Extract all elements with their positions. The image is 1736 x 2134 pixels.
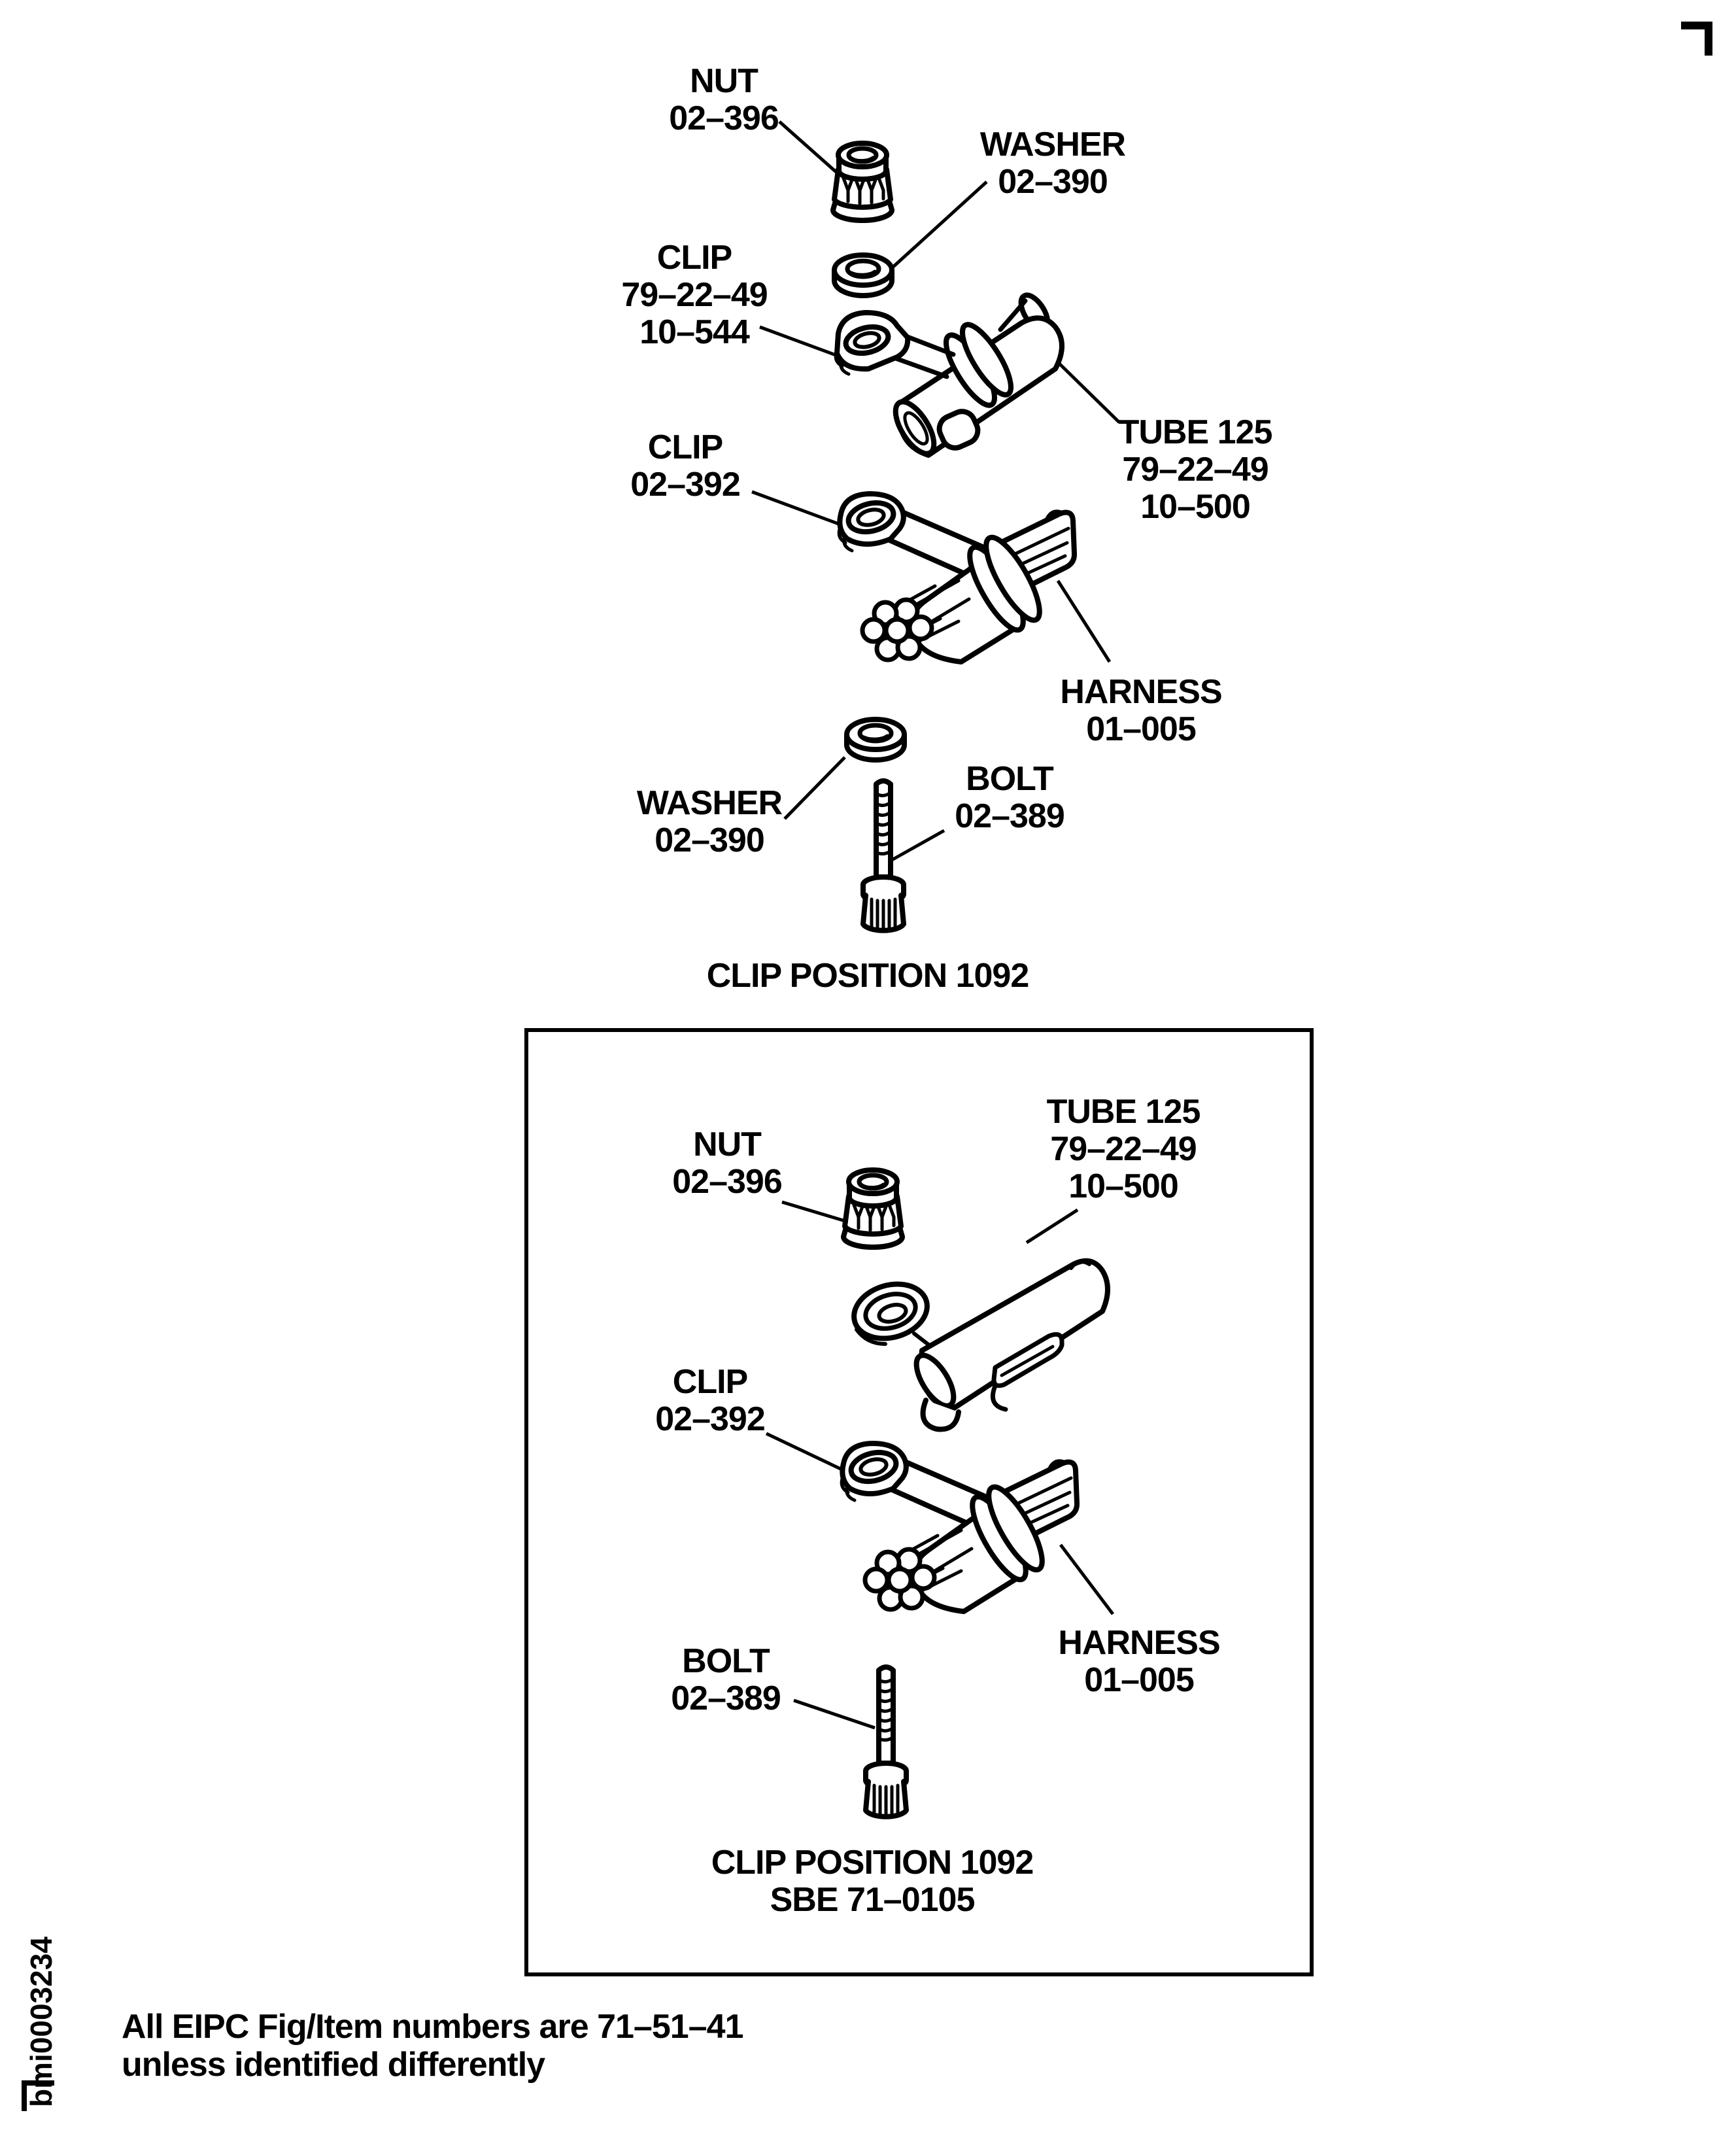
label-line: HARNESS	[1058, 1624, 1220, 1662]
label-nut-box	[672, 1126, 782, 1201]
label-bolt-top	[955, 761, 1064, 835]
caption-line: CLIP POSITION 1092	[711, 1844, 1034, 1882]
label-line: TUBE 125	[1046, 1093, 1200, 1131]
nut-graphic-top	[833, 143, 892, 220]
label-line: 79–22–49	[1050, 1130, 1197, 1168]
label-line: 01–005	[1086, 710, 1196, 748]
label-harness-box	[1058, 1625, 1219, 1699]
label-line: 10–544	[639, 313, 749, 351]
label-line: WASHER	[979, 126, 1126, 163]
leader-line-washer-top	[893, 182, 987, 267]
label-line: BOLT	[966, 760, 1053, 798]
label-line: 02–389	[671, 1679, 781, 1717]
label-line: CLIP	[656, 239, 732, 277]
label-line: NUT	[690, 62, 758, 100]
label-tube-top	[1119, 414, 1272, 526]
crop-mark-top-right	[1681, 22, 1712, 56]
label-clip-tube-top	[621, 239, 767, 351]
label-clip-harness-box	[655, 1364, 765, 1438]
label-line: NUT	[693, 1126, 761, 1163]
label-tube-box	[1047, 1093, 1200, 1205]
footer-line: All EIPC Fig/Item numbers are 71–51–41	[122, 2008, 743, 2046]
caption-line: CLIP POSITION 1092	[706, 957, 1029, 995]
label-harness-top	[1060, 674, 1221, 748]
washer-graphic-upper	[834, 255, 892, 296]
leader-line-clip-harness-top	[752, 492, 847, 527]
label-line: 02–392	[655, 1400, 765, 1438]
label-line: BOLT	[682, 1642, 770, 1680]
leader-line-washer-bottom	[785, 757, 845, 819]
label-line: CLIP	[672, 1363, 748, 1401]
washer-graphic-lower	[847, 719, 904, 760]
leader-line-clip-tube-top	[760, 327, 845, 358]
label-line: 01–005	[1084, 1661, 1194, 1699]
caption-clip-position-top	[707, 957, 1029, 995]
label-line: 10–500	[1140, 488, 1250, 526]
label-clip-harness-top	[630, 429, 740, 504]
label-nut-top	[669, 63, 779, 137]
label-line: WASHER	[636, 784, 783, 822]
label-line: 79–22–49	[1122, 451, 1268, 489]
label-line: 02–392	[630, 466, 740, 504]
leader-line-harness-top	[1058, 581, 1110, 662]
label-line: 79–22–49	[621, 276, 768, 314]
label-line: 02–396	[669, 99, 779, 137]
caption-line: SBE 71–0105	[770, 1881, 975, 1919]
label-bolt-box	[671, 1643, 781, 1717]
label-line: TUBE 125	[1118, 413, 1272, 451]
label-washer-lower-top	[637, 785, 782, 859]
footer-note	[122, 2008, 743, 2084]
footer-line: unless identified differently	[122, 2046, 545, 2084]
label-line: 02–396	[672, 1163, 782, 1201]
leader-line-nut-top	[779, 122, 838, 173]
label-line: 02–389	[955, 797, 1064, 835]
tube-clamp-assembly-graphic-top	[836, 291, 1062, 460]
caption-clip-position-box	[711, 1844, 1034, 1919]
label-line: 02–390	[998, 163, 1108, 201]
label-washer-upper-top	[980, 126, 1125, 201]
label-line: CLIP	[647, 428, 723, 466]
leader-line-tube-top	[1055, 360, 1119, 422]
label-line: HARNESS	[1060, 673, 1222, 711]
harness-clip-graphic-top	[839, 494, 1074, 662]
label-line: 10–500	[1068, 1167, 1178, 1205]
figure-id-vertical: bmi0003234	[24, 1936, 58, 2107]
label-line: 02–390	[655, 821, 764, 859]
